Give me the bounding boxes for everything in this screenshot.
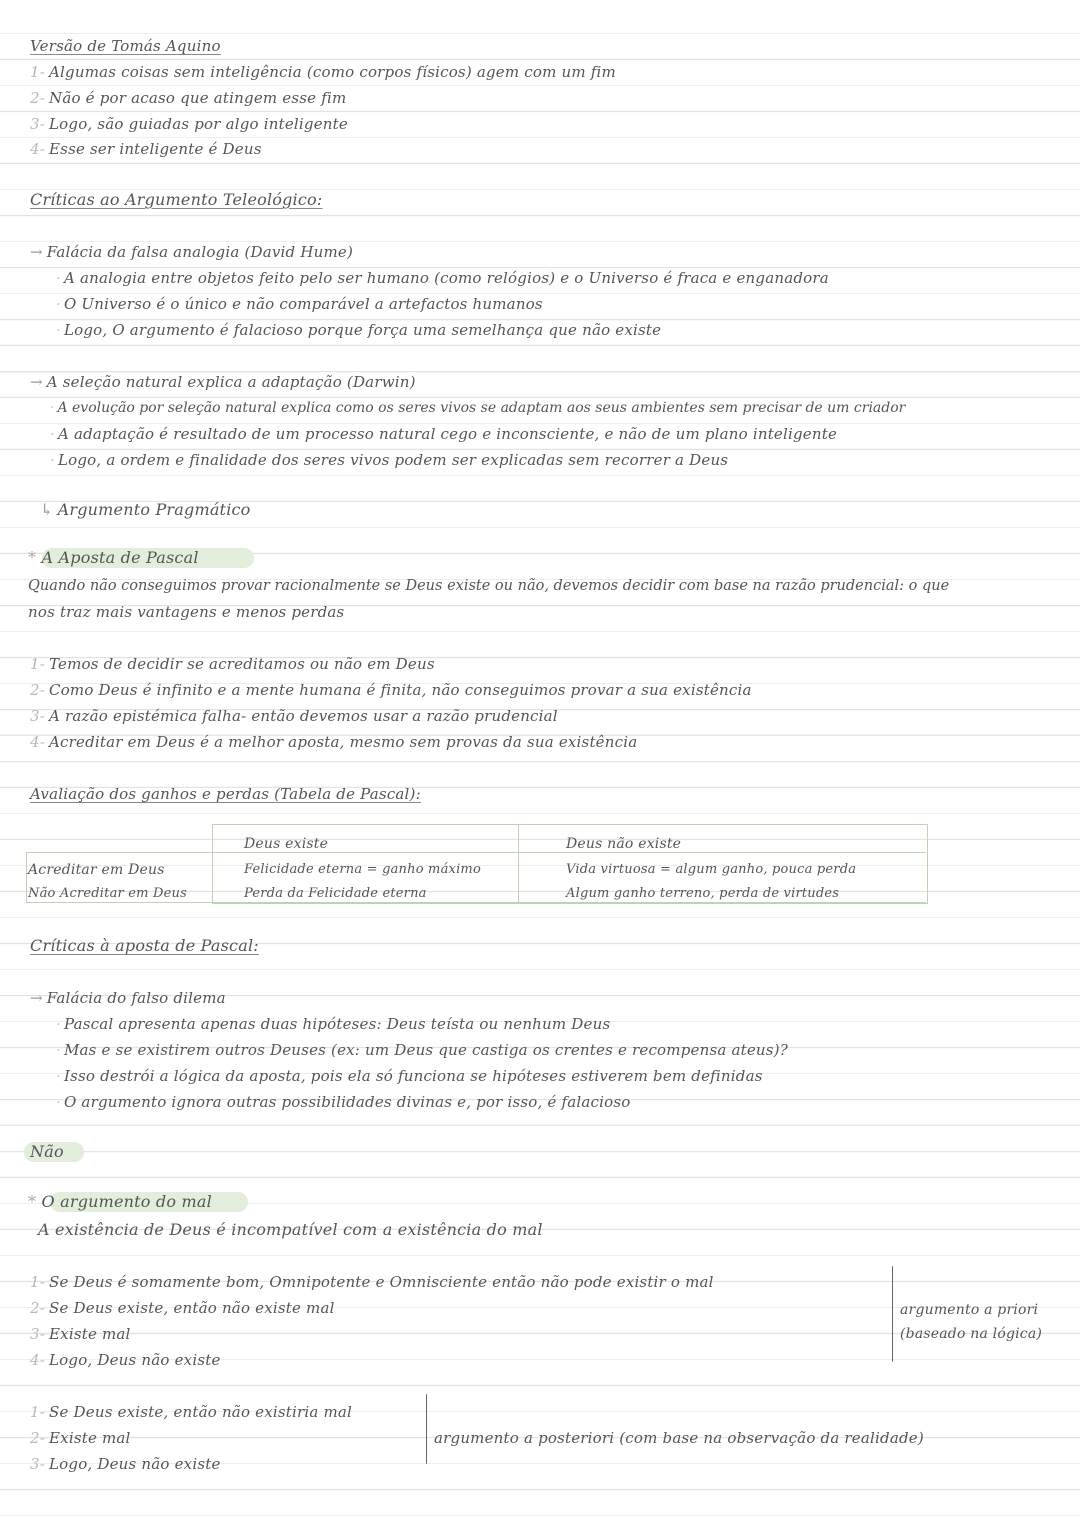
item-text: Logo, a ordem e finalidade dos seres vivos podem ser explicadas sem recorrer a Deus (57, 451, 729, 469)
table-cell: Felicidade eterna = ganho máximo (244, 862, 481, 877)
teleo-critics-title: Críticas ao Argumento Teleológico: (30, 190, 323, 209)
item-number: 3- (30, 115, 46, 133)
table-cell: Vida virtuosa = algum ganho, pouca perda (566, 862, 857, 877)
item-text: Acreditar em Deus é a melhor aposta, mesmo sem provas da sua existência (49, 733, 638, 751)
table-divider (26, 852, 27, 902)
brace (892, 1266, 893, 1362)
darwin-item (50, 398, 905, 418)
pascal-intro-line: nos traz mais vantagens e menos perdas (28, 603, 345, 621)
item-text: Logo, Deus não existe (49, 1455, 221, 1473)
table-divider (26, 852, 926, 853)
item-number: 1- (30, 655, 46, 673)
pascal-critics-title: Críticas à aposta de Pascal: (30, 936, 259, 955)
item-number: 1- (30, 1403, 46, 1421)
item-number: 3- (30, 1455, 46, 1473)
pascal-item (30, 706, 558, 726)
item-number: 4- (30, 1351, 46, 1369)
false-dilemma-title: Falácia do falso dilema (46, 989, 226, 1007)
arrow-right-icon: → (30, 373, 43, 391)
pragmatic-heading (40, 500, 251, 520)
pascal-critic-item (56, 1092, 631, 1112)
item-text: Isso destrói a lógica da aposta, pois ela só funciona se hipóteses estiverem bem definidas (63, 1067, 763, 1085)
item-text: Logo, Deus não existe (49, 1351, 221, 1369)
item-number: 2- (30, 1299, 46, 1317)
arrow-right-icon: → (30, 989, 43, 1007)
brace (426, 1394, 427, 1464)
pascal-item (30, 680, 752, 700)
arrow-right-icon: → (30, 243, 43, 261)
pascal-table-title: Avaliação dos ganhos e perdas (Tabela de Pascal): (30, 785, 421, 803)
aquinas-item (30, 88, 346, 108)
pascal-title: A Aposta de Pascal (41, 548, 199, 567)
bullet-icon: · (56, 269, 61, 287)
hume-item (56, 320, 661, 340)
apriori-note: (baseado na lógica) (900, 1326, 1043, 1342)
item-text: Logo, O argumento é falacioso porque força uma semelhança que não existe (63, 321, 662, 339)
star-icon: * (28, 1192, 42, 1211)
return-arrow-icon: ↳ (40, 500, 54, 519)
pascal-critic-item (56, 1040, 788, 1060)
bullet-icon: · (50, 451, 55, 469)
item-number: 4- (30, 733, 46, 751)
hume-title: Falácia da falsa analogia (David Hume) (46, 243, 354, 261)
evil-aposteriori-item (30, 1454, 221, 1474)
hume-heading (30, 242, 353, 262)
table-row-label: Não Acreditar em Deus (28, 886, 187, 901)
false-dilemma-heading (30, 988, 226, 1008)
evil-title: O argumento do mal (41, 1192, 212, 1211)
pascal-critic-item (56, 1066, 763, 1086)
item-text: O Universo é o único e não comparável a artefactos humanos (63, 295, 543, 313)
darwin-heading (30, 372, 416, 392)
aquinas-title: Versão de Tomás Aquino (30, 37, 221, 55)
hume-item (56, 294, 543, 314)
item-text: A adaptação é resultado de um processo natural cego e inconsciente, e não de um plano inteligente (57, 425, 838, 443)
item-text: A razão epistémica falha- então devemos usar a razão prudencial (49, 707, 558, 725)
table-header: Deus existe (244, 836, 329, 852)
item-text: Não é por acaso que atingem esse fim (49, 89, 347, 107)
aquinas-item (30, 114, 348, 134)
item-text: O argumento ignora outras possibilidades divinas e, por isso, é falacioso (63, 1093, 631, 1111)
darwin-item (50, 424, 837, 444)
pascal-item (30, 654, 435, 674)
item-text: Pascal apresenta apenas duas hipóteses: Deus teísta ou nenhum Deus (63, 1015, 611, 1033)
item-number: 2- (30, 681, 46, 699)
bullet-icon: · (56, 1041, 61, 1059)
item-text: Se Deus existe, então não existe mal (49, 1299, 335, 1317)
bullet-icon: · (56, 321, 61, 339)
evil-intro: A existência de Deus é incompatível com a existência do mal (38, 1220, 543, 1239)
apriori-note: argumento a priori (900, 1302, 1039, 1318)
item-number: 3- (30, 707, 46, 725)
item-text: Como Deus é infinito e a mente humana é finita, não conseguimos provar a sua existência (49, 681, 752, 699)
item-text: Logo, são guiadas por algo inteligente (49, 115, 348, 133)
item-text: Algumas coisas sem inteligência (como corpos físicos) agem com um fim (49, 63, 616, 81)
table-row-label: Acreditar em Deus (28, 862, 165, 878)
item-text: Se Deus é somamente bom, Omnipotente e Omnisciente então não pode existir o mal (49, 1273, 714, 1291)
item-text: A evolução por seleção natural explica como os seres vivos se adaptam aos seus ambientes sem precisar de um criador (57, 400, 906, 416)
darwin-item (50, 450, 728, 470)
item-number: 3- (30, 1325, 46, 1343)
bullet-icon: · (56, 1015, 61, 1033)
table-divider (518, 824, 519, 902)
aposteriori-note: argumento a posteriori (com base na observação da realidade) (434, 1429, 924, 1447)
pascal-intro-line: Quando não conseguimos provar racionalmente se Deus existe ou não, devemos decidir com base na razão prudencial: o que (28, 578, 950, 594)
bullet-icon: · (56, 1093, 61, 1111)
evil-aposteriori-item (30, 1402, 352, 1422)
nao-label: Não (30, 1142, 64, 1161)
pragmatic-label: Argumento Pragmático (57, 500, 251, 519)
aquinas-item (30, 139, 262, 159)
item-number: 4- (30, 140, 46, 158)
evil-apriori-item (30, 1272, 714, 1292)
item-text: Esse ser inteligente é Deus (49, 140, 262, 158)
item-number: 2- (30, 89, 46, 107)
darwin-title: A seleção natural explica a adaptação (Darwin) (46, 373, 416, 391)
pascal-critic-item (56, 1014, 610, 1034)
table-cell: Perda da Felicidade eterna (244, 886, 427, 901)
bullet-icon: · (50, 425, 55, 443)
item-text: Temos de decidir se acreditamos ou não em Deus (49, 655, 435, 673)
pascal-heading (28, 548, 199, 568)
item-text: A analogia entre objetos feito pelo ser humano (como relógios) e o Universo é fraca e enganadora (63, 269, 829, 287)
bullet-icon: · (56, 295, 61, 313)
evil-apriori-item (30, 1298, 335, 1318)
table-header: Deus não existe (566, 836, 682, 852)
pascal-item (30, 732, 637, 752)
evil-apriori-item (30, 1350, 221, 1370)
bullet-icon: · (50, 400, 55, 416)
evil-heading (28, 1192, 212, 1212)
bullet-icon: · (56, 1067, 61, 1085)
aquinas-item (30, 62, 616, 82)
item-text: Mas e se existirem outros Deuses (ex: um Deus que castiga os crentes e recompensa ateus)? (63, 1041, 788, 1059)
star-icon: * (28, 548, 42, 567)
item-number: 2- (30, 1429, 46, 1447)
hume-item (56, 268, 829, 288)
item-number: 1- (30, 63, 46, 81)
evil-aposteriori-item (30, 1428, 131, 1448)
item-number: 1- (30, 1273, 46, 1291)
item-text: Existe mal (49, 1429, 131, 1447)
evil-apriori-item (30, 1324, 131, 1344)
item-text: Se Deus existe, então não existiria mal (49, 1403, 353, 1421)
item-text: Existe mal (49, 1325, 131, 1343)
table-cell: Algum ganho terreno, perda de virtudes (566, 886, 840, 901)
